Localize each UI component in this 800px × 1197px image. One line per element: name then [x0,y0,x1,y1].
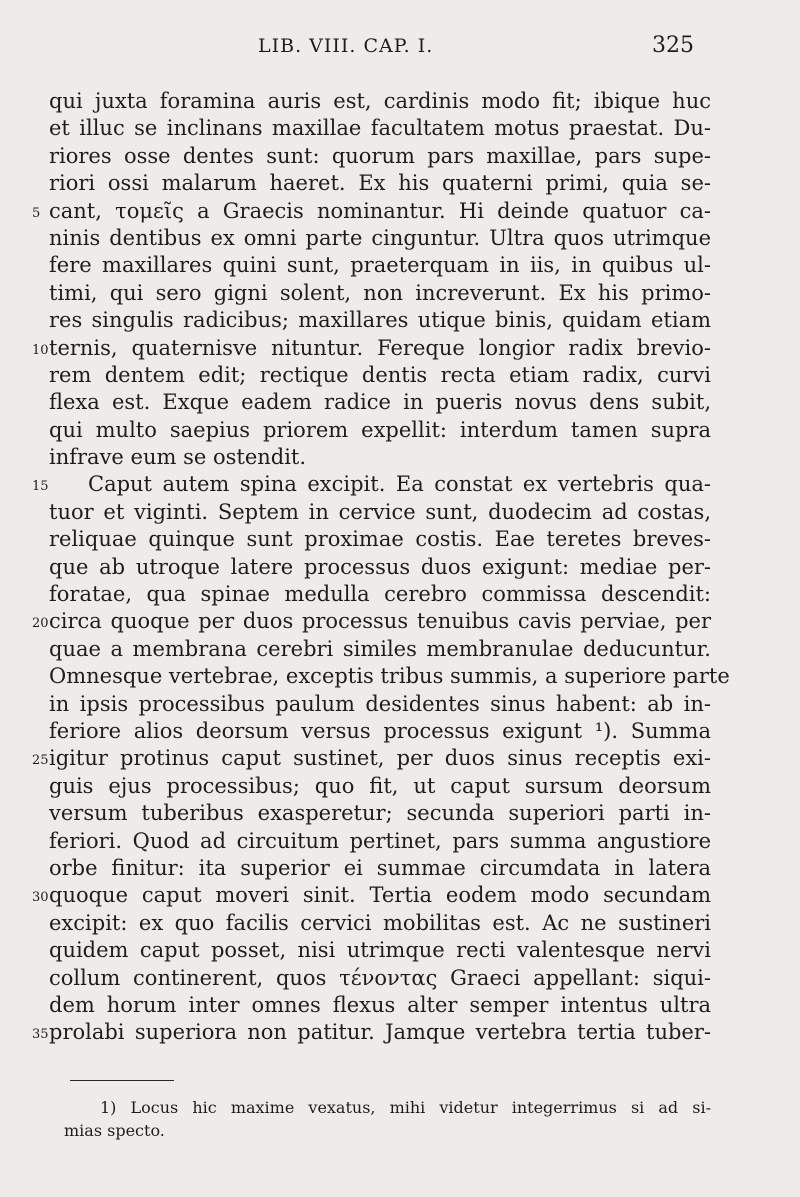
text-line [0,198,800,225]
footnote [0,1096,800,1142]
line-text: infrave eum se ostendit. [49,445,307,470]
line-number: 15 [32,479,49,495]
line-text: cant, τομεῖς a Graecis nominantur. Hi deinde quatuor ca- [49,198,711,223]
text-line [0,417,800,444]
footnote-rule [70,1080,174,1081]
footnote-text: 1) Locus hic maxime vexatus, mihi videtur integerrimus si ad si- [100,1098,711,1117]
line-text: fere maxillares quini sunt, praeterquam in iis, in quibus ul- [49,253,711,278]
text-line [0,581,800,608]
line-number: 30 [32,890,49,906]
line-text: riori ossi malarum haeret. Ex his quaterni primi, quia se- [49,171,711,196]
text-line [0,526,800,553]
line-text: ninis dentibus ex omni parte cinguntur. Ultra quos utrimque [49,225,711,250]
line-text: qui multo saepius priorem expellit: interdum tamen supra [49,417,711,442]
line-text: prolabi superiora non patitur. Jamque vertebra tertia tuber- [49,1020,711,1045]
text-line [0,965,800,992]
text-line [0,335,800,362]
text-line [0,882,800,909]
text-line [0,636,800,663]
text-line [0,143,800,170]
line-text: excipit: ex quo facilis cervici mobilitas est. Ac ne sustineri [49,910,711,935]
text-line [0,252,800,279]
line-text: quoque caput moveri sinit. Tertia eodem modo secundam [49,883,711,908]
text-line [0,691,800,718]
text-line [0,608,800,635]
line-text: collum continerent, quos τένοντας Graeci appellant: siqui- [49,965,711,990]
text-line [0,362,800,389]
line-number: 5 [32,205,41,221]
page-header [0,30,800,62]
line-number: 25 [32,753,49,769]
line-text: Caput autem spina excipit. Ea constat ex vertebris qua- [88,472,711,497]
text-line [0,444,800,471]
text-line [0,1019,800,1046]
text-line [0,745,800,772]
text-line [0,992,800,1019]
page-number: 325 [652,33,694,58]
line-text: guis ejus processibus; quo fit, ut caput sursum deorsum [49,773,711,798]
line-number: 35 [32,1027,49,1043]
text-line [0,773,800,800]
line-text: dem horum inter omnes flexus alter semper intentus ultra [49,992,711,1017]
line-text: quae a membrana cerebri similes membranulae deducuntur. [49,636,711,661]
footnote-text: mias specto. [64,1121,165,1140]
line-text: que ab utroque latere processus duos exigunt: mediae per- [49,554,711,579]
line-text: quidem caput posset, nisi utrimque recti valentesque nervi [49,938,711,963]
line-text: circa quoque per duos processus tenuibus cavis perviae, per [49,609,711,634]
footnote-line [0,1119,800,1142]
line-text: rem dentem edit; rectique dentis recta etiam radix, curvi [49,362,711,387]
body-text [0,88,800,1047]
line-text: flexa est. Exque eadem radice in pueris novus dens subit, [49,390,711,415]
text-line [0,225,800,252]
line-text: riores osse dentes sunt: quorum pars maxillae, pars supe- [49,143,711,168]
line-text: reliquae quinque sunt proximae costis. Eae teretes breves- [49,527,711,552]
line-text: Omnesque vertebrae, exceptis tribus summis, a superiore parte [49,664,730,689]
line-text: timi, qui sero gigni solent, non increverunt. Ex his primo- [49,280,711,305]
line-text: foratae, qua spinae medulla cerebro commissa descendit: [49,582,711,607]
text-line [0,88,800,115]
text-line [0,800,800,827]
line-text: et illuc se inclinans maxillae facultatem motus praestat. Du- [49,116,711,141]
line-text: in ipsis processibus paulum desidentes sinus habent: ab in- [49,691,711,716]
text-line [0,499,800,526]
text-line [0,280,800,307]
text-line [0,828,800,855]
running-head: LIB. VIII. CAP. I. [258,35,434,57]
text-line [0,718,800,745]
text-line [0,663,800,690]
line-number: 10 [32,342,49,358]
line-text: res singulis radicibus; maxillares utique binis, quidam etiam [49,308,711,333]
text-line [0,170,800,197]
line-text: feriori. Quod ad circuitum pertinet, pars summa angustiore [49,828,711,853]
line-text: tuor et viginti. Septem in cervice sunt, duodecim ad costas, [49,499,711,524]
line-text: orbe finitur: ita superior ei summae circumdata in latera [49,855,711,880]
text-line [0,389,800,416]
line-text: igitur protinus caput sustinet, per duos sinus receptis exi- [49,746,711,771]
text-line [0,855,800,882]
line-number: 20 [32,616,49,632]
text-line [0,937,800,964]
line-text: ternis, quaternisve nituntur. Fereque longior radix brevio- [49,335,711,360]
text-line [0,554,800,581]
text-line [0,910,800,937]
line-text: qui juxta foramina auris est, cardinis modo fit; ibique huc [49,89,711,113]
text-line [0,471,800,498]
text-line [0,307,800,334]
line-text: feriore alios deorsum versus processus exigunt ¹). Summa [49,718,711,743]
line-text: versum tuberibus exasperetur; secunda superiori parti in- [49,801,711,826]
text-line [0,115,800,142]
footnote-line [0,1096,800,1119]
